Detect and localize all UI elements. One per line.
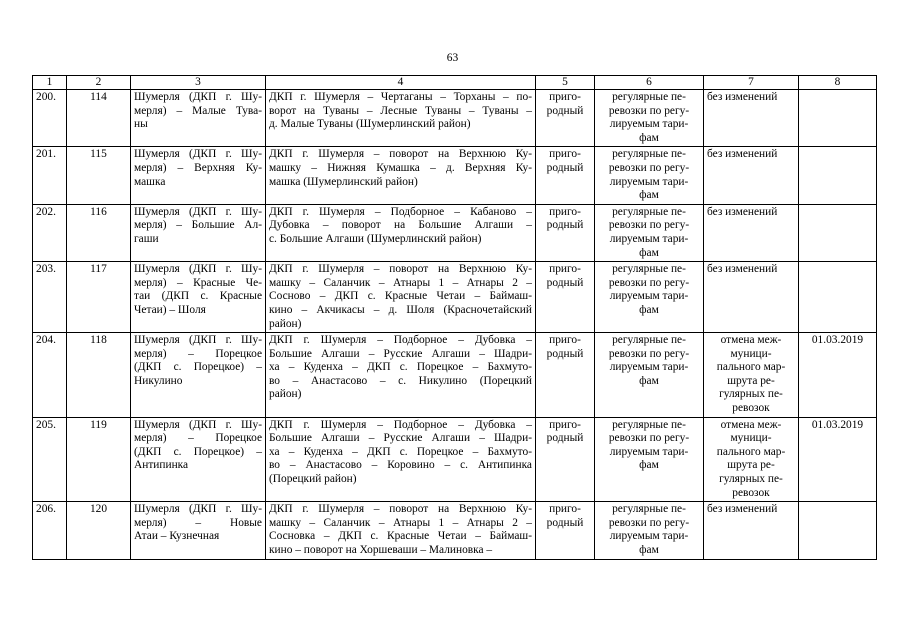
route-type-line: приго- (549, 263, 581, 276)
route-type-line: приго- (549, 334, 581, 347)
change-note (704, 90, 799, 147)
route-type-line: приго- (549, 418, 581, 431)
route-path-line: ворот на Туваны – Лесные Туваны – Туваны – (269, 104, 532, 117)
column-header-6: 6 (595, 76, 704, 90)
column-header-3: 3 (131, 76, 266, 90)
table-row (33, 90, 877, 147)
route-name-line: мерля) – Порецкое (134, 432, 262, 445)
route-path (266, 262, 536, 333)
change-note-line: пального мар- (716, 445, 786, 458)
route-name-line: Антипинка (134, 459, 189, 472)
route-path (266, 417, 536, 502)
route-path-line: ха – Куденха – ДКП с. Порецкое – Бахмуто- (269, 361, 532, 374)
transport-mode (595, 204, 704, 261)
route-path-line: кино – поворот на Хоршеваши – Малиновка – (269, 544, 493, 556)
route-path-line: Большие Алгаши – Русские Алгаши – Шадри- (269, 432, 532, 445)
transport-mode (595, 502, 704, 559)
change-date (799, 204, 877, 261)
route-name-line: Атаи – Кузнечная (134, 530, 220, 543)
row-number: 204. (33, 333, 67, 418)
table-row (33, 417, 877, 502)
route-name (131, 502, 266, 559)
route-path-line: Дубовка – поворот на Большие Алгаши – (269, 219, 532, 232)
change-date (799, 502, 877, 559)
route-type (536, 90, 595, 147)
change-date: 01.03.2019 (799, 333, 877, 418)
row-number: 205. (33, 417, 67, 502)
route-path-line: район) (269, 317, 302, 330)
table-row (33, 502, 877, 559)
route-path-line: ДКП г. Шумерля – поворот на Верхнюю Ку- (269, 148, 532, 161)
change-note-line: без изменений (707, 91, 778, 103)
route-name-line: мерля) – Порецкое (134, 347, 262, 360)
route-path (266, 502, 536, 559)
change-note (704, 147, 799, 204)
transport-mode-line: лируемым тари- (609, 175, 689, 188)
table-row (33, 262, 877, 333)
transport-mode-line: фам (639, 544, 659, 556)
transport-mode-line: лируемым тари- (609, 118, 689, 131)
table-row (33, 147, 877, 204)
route-number: 116 (67, 204, 131, 261)
route-type-line: приго- (549, 148, 581, 161)
route-path-line: (Порецкий район) (269, 473, 357, 486)
route-type (536, 204, 595, 261)
routes-table (32, 75, 877, 560)
change-note-line: муници- (730, 432, 772, 445)
change-note-line: шрута ре- (727, 459, 775, 472)
route-name-line: ны (134, 118, 148, 131)
route-number: 119 (67, 417, 131, 502)
column-header-7: 7 (704, 76, 799, 90)
transport-mode-line: лируемым тари- (609, 445, 689, 458)
route-path-line: машку – Саланчик – Атнары 1 – Атнары 2 – (269, 276, 532, 289)
route-path-line: машка (Шумерлинский район) (269, 175, 418, 188)
column-header-4: 4 (266, 76, 536, 90)
route-path-line: ха – Куденха – ДКП с. Порецкое – Бахмуто- (269, 445, 532, 458)
route-type-line: приго- (549, 205, 581, 218)
route-name (131, 90, 266, 147)
route-path (266, 333, 536, 418)
route-name-line: мерля) – Верхняя Ку- (134, 161, 262, 174)
transport-mode-line: фам (639, 131, 659, 144)
route-type (536, 262, 595, 333)
page-number: 63 (446, 52, 459, 64)
row-number: 202. (33, 204, 67, 261)
route-name-line: (ДКП с. Порецкое) – (134, 445, 262, 458)
transport-mode-line: ревозки по регу- (608, 347, 690, 360)
transport-mode (595, 333, 704, 418)
transport-mode-line: фам (639, 246, 659, 259)
transport-mode-line: лируемым тари- (609, 530, 689, 543)
transport-mode-line: фам (639, 303, 659, 316)
route-path-line: ДКП г. Шумерля – Подборное – Дубовка – (269, 418, 532, 431)
route-number: 120 (67, 502, 131, 559)
change-note-line: без изменений (707, 148, 778, 161)
route-name-line: Шумерля (ДКП г. Шу- (134, 334, 262, 347)
route-number: 117 (67, 262, 131, 333)
route-name-line: мерля) – Малые Тува- (134, 104, 262, 117)
transport-mode (595, 262, 704, 333)
route-path-line: кино – Акчикасы – д. Шоля (Красночетайский (269, 303, 532, 316)
route-type (536, 417, 595, 502)
route-path (266, 204, 536, 261)
change-date (799, 147, 877, 204)
route-name-line: машка (134, 175, 166, 188)
route-path-line: ДКП г. Шумерля – поворот на Верхнюю Ку- (269, 263, 532, 276)
table-row (33, 204, 877, 261)
route-path-line: район) (269, 388, 302, 401)
route-name (131, 147, 266, 204)
row-number: 200. (33, 90, 67, 147)
route-type (536, 333, 595, 418)
column-header-2: 2 (67, 76, 131, 90)
transport-mode-line: регулярные пе- (612, 148, 686, 161)
transport-mode-line: регулярные пе- (612, 91, 686, 103)
transport-mode (595, 417, 704, 502)
change-note-line: муници- (730, 347, 772, 360)
change-note-line: без изменений (707, 205, 778, 218)
change-note-line: гулярных пе- (719, 388, 783, 401)
route-name-line: мерля) – Большие Ал- (134, 219, 262, 232)
transport-mode-line: регулярные пе- (612, 205, 686, 218)
change-note-line: гулярных пе- (719, 473, 783, 486)
route-name-line: Шумерля (ДКП г. Шу- (134, 263, 262, 276)
transport-mode-line: фам (639, 189, 659, 202)
row-number: 201. (33, 147, 67, 204)
route-path-line: д. Малые Туваны (Шумерлинский район) (269, 118, 471, 131)
route-type (536, 147, 595, 204)
table-row (33, 333, 877, 418)
route-type-line: родный (546, 219, 584, 232)
change-note (704, 262, 799, 333)
transport-mode-line: ревозки по регу- (608, 104, 690, 117)
route-path-line: ДКП г. Шумерля – поворот на Верхнюю Ку- (269, 503, 532, 516)
change-note (704, 333, 799, 418)
change-note-line: шрута ре- (727, 374, 775, 387)
transport-mode-line: лируемым тари- (609, 290, 689, 303)
change-date: 01.03.2019 (799, 417, 877, 502)
route-name-line: гаши (134, 232, 159, 245)
transport-mode-line: ревозки по регу- (608, 516, 690, 529)
route-path-line: ДКП г. Шумерля – Подборное – Кабаново – (269, 205, 532, 218)
change-note-line: ревозок (732, 486, 770, 499)
transport-mode-line: ревозки по регу- (608, 161, 690, 174)
route-path-line: Большие Алгаши – Русские Алгаши – Шадри- (269, 347, 532, 360)
route-type-line: родный (546, 432, 584, 445)
route-type-line: родный (546, 161, 584, 174)
transport-mode-line: регулярные пе- (612, 418, 686, 431)
transport-mode-line: лируемым тари- (609, 232, 689, 245)
route-name-line: мерля) – Новые (134, 516, 262, 529)
route-path-line: машку – Нижняя Кумашка – д. Верхняя Ку- (269, 161, 532, 174)
change-note (704, 417, 799, 502)
route-name (131, 417, 266, 502)
route-name-line: Шумерля (ДКП г. Шу- (134, 148, 262, 161)
header-row (33, 76, 877, 90)
route-path-line: ДКП г. Шумерля – Подборное – Дубовка – (269, 334, 532, 347)
route-path-line: ДКП г. Шумерля – Чертаганы – Торханы – по- (269, 91, 532, 103)
row-number: 206. (33, 502, 67, 559)
route-name-line: Шумерля (ДКП г. Шу- (134, 205, 262, 218)
column-header-5: 5 (536, 76, 595, 90)
route-type-line: родный (546, 276, 584, 289)
route-path-line: Сосново – ДКП с. Красные Четаи – Баймаш- (269, 290, 532, 303)
transport-mode-line: фам (639, 374, 659, 387)
route-number: 118 (67, 333, 131, 418)
change-note-line: пального мар- (716, 361, 786, 374)
transport-mode-line: регулярные пе- (612, 263, 686, 276)
route-name-line: Никулино (134, 374, 183, 387)
column-header-8: 8 (799, 76, 877, 90)
transport-mode-line: регулярные пе- (612, 334, 686, 347)
route-name (131, 204, 266, 261)
change-date (799, 90, 877, 147)
route-type-line: родный (546, 347, 584, 360)
route-type-line: приго- (549, 503, 581, 516)
transport-mode-line: регулярные пе- (612, 503, 686, 516)
row-number: 203. (33, 262, 67, 333)
route-path-line: во – Анастасово – с. Никулино (Порецкий (269, 374, 532, 387)
change-note-line: без изменений (707, 503, 778, 516)
table-body (33, 90, 877, 560)
route-name-line: Шумерля (ДКП г. Шу- (134, 91, 262, 103)
route-type-line: родный (546, 516, 584, 529)
change-note-line: отмена меж- (720, 418, 782, 431)
route-path-line: машку – Саланчик – Атнары 1 – Атнары 2 – (269, 516, 532, 529)
route-number: 115 (67, 147, 131, 204)
transport-mode-line: ревозки по регу- (608, 219, 690, 232)
route-path-line: во – Анастасово – Коровино – с. Антипинка (269, 459, 532, 472)
change-note (704, 502, 799, 559)
transport-mode-line: ревозки по регу- (608, 432, 690, 445)
route-path (266, 90, 536, 147)
route-name (131, 262, 266, 333)
route-name-line: Шумерля (ДКП г. Шу- (134, 418, 262, 431)
route-type-line: приго- (549, 91, 581, 103)
route-name-line: мерля) – Красные Че- (134, 276, 262, 289)
transport-mode (595, 147, 704, 204)
change-note (704, 204, 799, 261)
change-note-line: без изменений (707, 263, 778, 276)
change-note-line: отмена меж- (720, 334, 782, 347)
route-name-line: Шумерля (ДКП г. Шу- (134, 503, 262, 516)
transport-mode-line: фам (639, 459, 659, 472)
route-path-line: с. Большие Алгаши (Шумерлинский район) (269, 232, 482, 245)
transport-mode-line: лируемым тари- (609, 361, 689, 374)
change-date (799, 262, 877, 333)
transport-mode-line: ревозки по регу- (608, 276, 690, 289)
table-header (33, 76, 877, 90)
column-header-1: 1 (33, 76, 67, 90)
route-name (131, 333, 266, 418)
route-number: 114 (67, 90, 131, 147)
transport-mode (595, 90, 704, 147)
change-note-line: ревозок (732, 402, 770, 415)
route-path (266, 147, 536, 204)
route-name-line: Четаи) – Шоля (134, 303, 206, 316)
route-name-line: (ДКП с. Порецкое) – (134, 361, 262, 374)
route-type (536, 502, 595, 559)
route-path-line: Сосновка – ДКП с. Красные Четаи – Баймаш- (269, 530, 532, 543)
route-type-line: родный (546, 104, 584, 117)
route-name-line: таи (ДКП с. Красные (134, 290, 262, 303)
